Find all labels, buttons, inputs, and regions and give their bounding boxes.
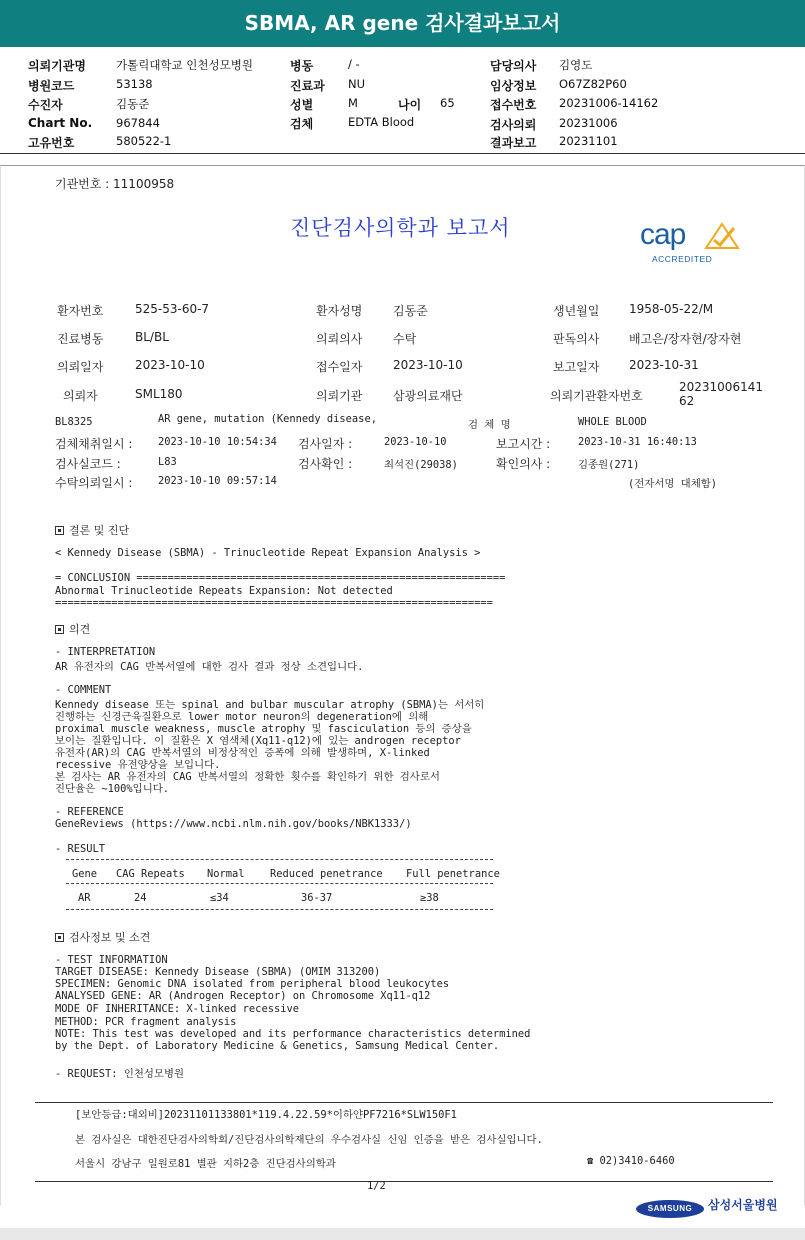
room-label: 검사실코드 : (55, 457, 121, 471)
patient-value: 1958-05-22/M (629, 302, 714, 316)
cap-check-icon (702, 220, 742, 250)
reporttime-label: 보고시간 : (496, 437, 551, 451)
patient-value: 김동준 (393, 304, 428, 318)
comment-line: Kennedy disease 또는 spinal and bulbar muscular atrophy (SBMA)는 서서히 (55, 699, 485, 711)
header-value: 20231006-14162 (559, 96, 659, 110)
header-label: 검사의뢰 (490, 118, 537, 132)
header-value: 53138 (116, 77, 153, 91)
interpretation-title: - INTERPRETATION (55, 646, 156, 658)
conclusion-line: = CONCLUSION =========================================================== (55, 572, 506, 584)
result-cell: AR (78, 892, 91, 904)
section-heading: 의견 (69, 623, 91, 636)
header-value: 가톨릭대학교 인천성모병원 (116, 58, 253, 72)
header-value: 김영도 (559, 58, 593, 72)
comment-line: proximal muscle weakness, muscle atrophy 및 fasciculation 등의 증상을 (55, 723, 472, 735)
header-value: 580522-1 (116, 134, 172, 148)
header-label: 성별 (290, 98, 314, 112)
conclusion-end: ====================================================================== (55, 597, 493, 609)
testinfo-line: METHOD: PCR fragment analysis (55, 1016, 237, 1028)
comment-line: 유전자(AR)의 CAG 반복서열의 비정상적인 증폭에 의해 발생하며, X-linked (55, 747, 430, 759)
section-opinion (55, 621, 90, 637)
samsung-logo-text: SAMSUNG (636, 1200, 704, 1218)
testinfo-line: ANALYSED GENE: AR (Androgen Receptor) on Chromosome Xq11-q12 (55, 990, 431, 1002)
header-value: M (348, 96, 358, 110)
doctor-label: 확인의사 : (496, 457, 551, 471)
testinfo-line: TARGET DISEASE: Kennedy Disease (SBMA) (OMIM 313200) (55, 966, 381, 978)
room-value: L83 (158, 456, 177, 468)
header-value: 20231101 (559, 134, 618, 148)
comment-line: 보이는 질환입니다. 이 질환은 X 염색체(Xq11-q12)에 있는 androgen receptor (55, 735, 461, 747)
table-rule (66, 859, 493, 860)
testinfo-line: - TEST INFORMATION (55, 954, 168, 966)
patient-value: 배고은/장자현/장자현 (629, 332, 742, 346)
header-label: 진료과 (290, 79, 325, 93)
certification-note: 본 검사실은 대한진단검사의학회/진단검사의학재단의 우수검사실 신임 인증을 받은 검사실입니다. (75, 1134, 543, 1146)
section-heading: 검사정보 및 소견 (69, 931, 151, 944)
testinfo-line: NOTE: This test was developed and its performance characteristics determined (55, 1028, 531, 1040)
collect-label: 검체채취일시 : (55, 437, 133, 451)
header-value: O67Z82P60 (559, 77, 627, 91)
doctor-value: 김종원(271) (578, 459, 640, 471)
reference-title: - REFERENCE (55, 806, 124, 818)
patient-label: 의뢰일자 (57, 360, 104, 374)
analysis-title: < Kennedy Disease (SBMA) - Trinucleotide Repeat Expansion Analysis > (55, 547, 481, 559)
patient-value: 2023-10-31 (629, 358, 699, 372)
patient-label: 의뢰기관 (316, 389, 363, 403)
cap-accredited-text: ACCREDITED (652, 254, 713, 264)
patient-label: 보고일자 (553, 360, 600, 374)
patient-value: 삼광의료재단 (393, 389, 463, 403)
comment-line: 진단율은 ~100%입니다. (55, 783, 170, 795)
testinfo-line: SPECIMEN: Genomic DNA isolated from peripheral blood leukocytes (55, 978, 450, 990)
test-code: BL8325 (55, 416, 93, 428)
result-cell: ≥38 (420, 892, 439, 904)
comment-title: - COMMENT (55, 684, 112, 696)
header-label: 병동 (290, 59, 314, 73)
patient-label: 의뢰의사 (316, 332, 363, 346)
testdate-label: 검사일자 : (298, 437, 353, 451)
patient-value: 2023-10-10 (393, 358, 463, 372)
comment-line: recessive 유전양상을 보입니다. (55, 759, 221, 771)
patient-value: 2023-10-10 (135, 358, 205, 372)
header-label: 수진자 (28, 98, 63, 112)
result-header-cell: Normal (207, 868, 245, 880)
interpretation-text: AR 유전자의 CAG 반복서열에 대한 검사 결과 정상 소견입니다. (55, 661, 364, 673)
page-number: 1/2 (367, 1180, 386, 1192)
specimen-label: 검 체 명 (468, 419, 511, 431)
header-label-age: 나이 (398, 98, 422, 112)
result-cell: 24 (134, 892, 147, 904)
header-value: NU (348, 77, 366, 91)
patient-label: 생년월일 (553, 304, 600, 318)
patient-label: 접수일자 (316, 360, 363, 374)
comment-line: 진행하는 신경근육질환으로 lower motor neuron의 degeneration에 의해 (55, 711, 429, 723)
samsung-hospital-logo (636, 1196, 778, 1218)
section-heading: 결론 및 진단 (69, 524, 130, 537)
conclusion-text: Abnormal Trinucleotide Repeats Expansion: Not detected (55, 585, 393, 597)
header-label: 의뢰기관명 (28, 59, 86, 73)
result-header-cell: Reduced penetrance (270, 868, 383, 880)
test-name: AR gene, mutation (Kennedy disease, (158, 413, 377, 425)
cap-accredited-logo (640, 218, 750, 268)
header-label: Chart No. (28, 116, 93, 130)
patient-value: 수탁 (393, 332, 417, 346)
square-bullet-icon (55, 933, 64, 942)
square-bullet-icon (55, 526, 64, 535)
header-value: 김동준 (116, 97, 150, 111)
patient-value: SML180 (135, 387, 183, 401)
square-bullet-icon (55, 625, 64, 634)
cap-logo-text: cap (640, 218, 686, 251)
confirm-label: 검사확인 : (298, 457, 353, 471)
reference-text: GeneReviews (https://www.ncbi.nlm.nih.gov/books/NBK1333/) (55, 818, 412, 830)
section-conclusion (55, 522, 129, 538)
header-divider (0, 153, 805, 154)
bottom-margin (0, 1228, 805, 1240)
collect-value: 2023-10-10 10:54:34 (158, 436, 277, 448)
testinfo-line: MODE OF INHERITANCE: X-linked recessive (55, 1003, 299, 1015)
request-label: 수탁의뢰일시 : (55, 476, 133, 490)
header-value: EDTA Blood (348, 115, 415, 129)
patient-label: 판독의사 (553, 332, 600, 346)
testinfo-line: by the Dept. of Laboratory Medicine & Genetics, Samsung Medical Center. (55, 1040, 500, 1052)
testdate-value: 2023-10-10 (384, 436, 447, 448)
patient-value: BL/BL (135, 330, 169, 344)
result-cell: ≤34 (210, 892, 229, 904)
header-label: 결과보고 (490, 136, 537, 150)
table-rule (66, 909, 493, 910)
patient-value: 525-53-60-7 (135, 302, 210, 316)
lab-phone: ☎ 02)3410-6460 (587, 1155, 675, 1167)
result-cell: 36-37 (301, 892, 333, 904)
header-value: 20231006 (559, 116, 618, 130)
request-line: - REQUEST: 인천성모병원 (55, 1068, 185, 1080)
header-label: 임상정보 (490, 79, 537, 93)
lab-address: 서울시 강남구 일원로81 별관 지하2층 진단검사의학과 (75, 1158, 336, 1170)
header-label: 접수번호 (490, 98, 537, 112)
patient-label: 진료병동 (57, 332, 104, 346)
hospital-name: 삼성서울병원 (708, 1198, 778, 1212)
result-header-cell: Gene (72, 868, 98, 880)
patient-label: 환자성명 (316, 304, 363, 318)
report-title: 진단검사의학과 보고서 (290, 216, 511, 240)
patient-label: 환자번호 (57, 304, 104, 318)
institution-number: 기관번호 : 11100958 (55, 177, 175, 191)
header-value: 967844 (116, 116, 160, 130)
security-line: [보안등급:대외비]20231101133801*119.4.22.59*이하얀PF7216*SLW150F1 (75, 1109, 457, 1121)
header-label: 병원코드 (28, 79, 75, 93)
patient-label: 의뢰자 (63, 389, 98, 403)
result-header-cell: CAG Repeats (116, 868, 185, 880)
header-label: 검체 (290, 117, 314, 131)
patient-value: 2023100614162 (679, 380, 763, 408)
patient-label: 의뢰기관환자번호 (550, 389, 643, 403)
reporttime-value: 2023-10-31 16:40:13 (578, 436, 697, 448)
confirm-value: 최석진(29038) (384, 459, 458, 471)
specimen-value: WHOLE BLOOD (578, 416, 647, 428)
table-rule (66, 883, 493, 884)
header-value: / - (348, 57, 360, 71)
result-title: - RESULT (55, 843, 106, 855)
section-testinfo (55, 929, 150, 945)
report-banner-title: SBMA, AR gene 검사결과보고서 (0, 0, 805, 47)
request-value: 2023-10-10 09:57:14 (158, 475, 277, 487)
header-value-age: 65 (440, 96, 455, 110)
header-label: 고유번호 (28, 136, 75, 150)
header-label: 담당의사 (490, 59, 537, 73)
result-header-cell: Full penetrance (406, 868, 500, 880)
comment-line: 본 검사는 AR 유전자의 CAG 반복서열의 정확한 횟수를 확인하기 위한 검사로서 (55, 771, 440, 783)
esign-note: (전자서명 대체함) (628, 478, 718, 490)
